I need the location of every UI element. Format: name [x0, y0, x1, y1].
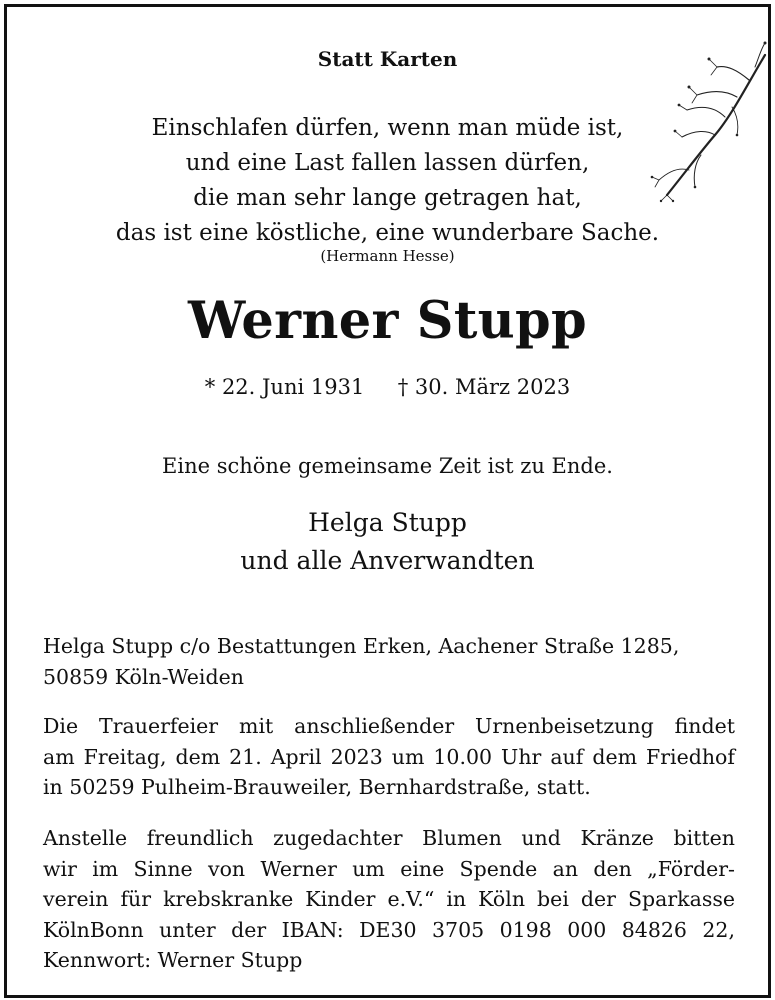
birth-date: * 22. Juni 1931	[204, 375, 365, 399]
death-date: † 30. März 2023	[397, 375, 571, 399]
poem-line: und eine Last fallen lassen dürfen,	[185, 150, 590, 176]
deceased-name: Werner Stupp	[188, 291, 587, 351]
address-line: Helga Stupp c/o Bestattungen Erken, Aachener Straße 1285,	[43, 634, 680, 658]
poem-line: die man sehr lange getragen hat,	[193, 185, 582, 211]
poem	[7, 111, 768, 251]
poem-line: das ist eine köstliche, eine wunderbare Sache.	[115, 220, 660, 246]
donation-line: verein für krebskranke Kinder e.V.“ in Köln bei der Sparkasse	[43, 887, 735, 911]
ceremony-line: am Freitag, dem 21. April 2023 um 10.00 Uhr auf dem Friedhof	[43, 744, 735, 769]
donation-line: KölnBonn unter der IBAN: DE30 3705 0198 000 84826 22,	[43, 917, 735, 942]
ceremony-line: Die Trauerfeier mit anschließender Urnenbeisetzung findet	[43, 714, 735, 738]
donation-info	[43, 823, 735, 976]
poem-line: Einschlafen dürfen, wenn man müde ist,	[151, 115, 624, 141]
ceremony-info	[43, 711, 735, 803]
mourner-line: und alle Anverwandten	[240, 546, 535, 575]
ceremony-line: in 50259 Pulheim-Brauweiler, Bernhardstraße, statt.	[43, 775, 591, 799]
donation-line: Anstelle freundlich zugedachter Blumen und Kränze bitten	[43, 826, 735, 850]
contact-address	[43, 631, 735, 692]
mourners	[7, 504, 768, 580]
poem-author: (Hermann Hesse)	[320, 247, 455, 265]
donation-line: Kennwort: Werner Stupp	[43, 948, 303, 972]
donation-line: wir im Sinne von Werner um eine Spende an den „Förder-	[43, 856, 735, 881]
life-dates	[7, 375, 768, 399]
mourner-line: Helga Stupp	[308, 508, 467, 537]
notice-heading: Statt Karten	[317, 47, 458, 71]
address-line: 50859 Köln-Weiden	[43, 664, 244, 689]
closing-quote: Eine schöne gemeinsame Zeit ist zu Ende.	[162, 454, 613, 478]
obituary-notice	[4, 4, 771, 998]
